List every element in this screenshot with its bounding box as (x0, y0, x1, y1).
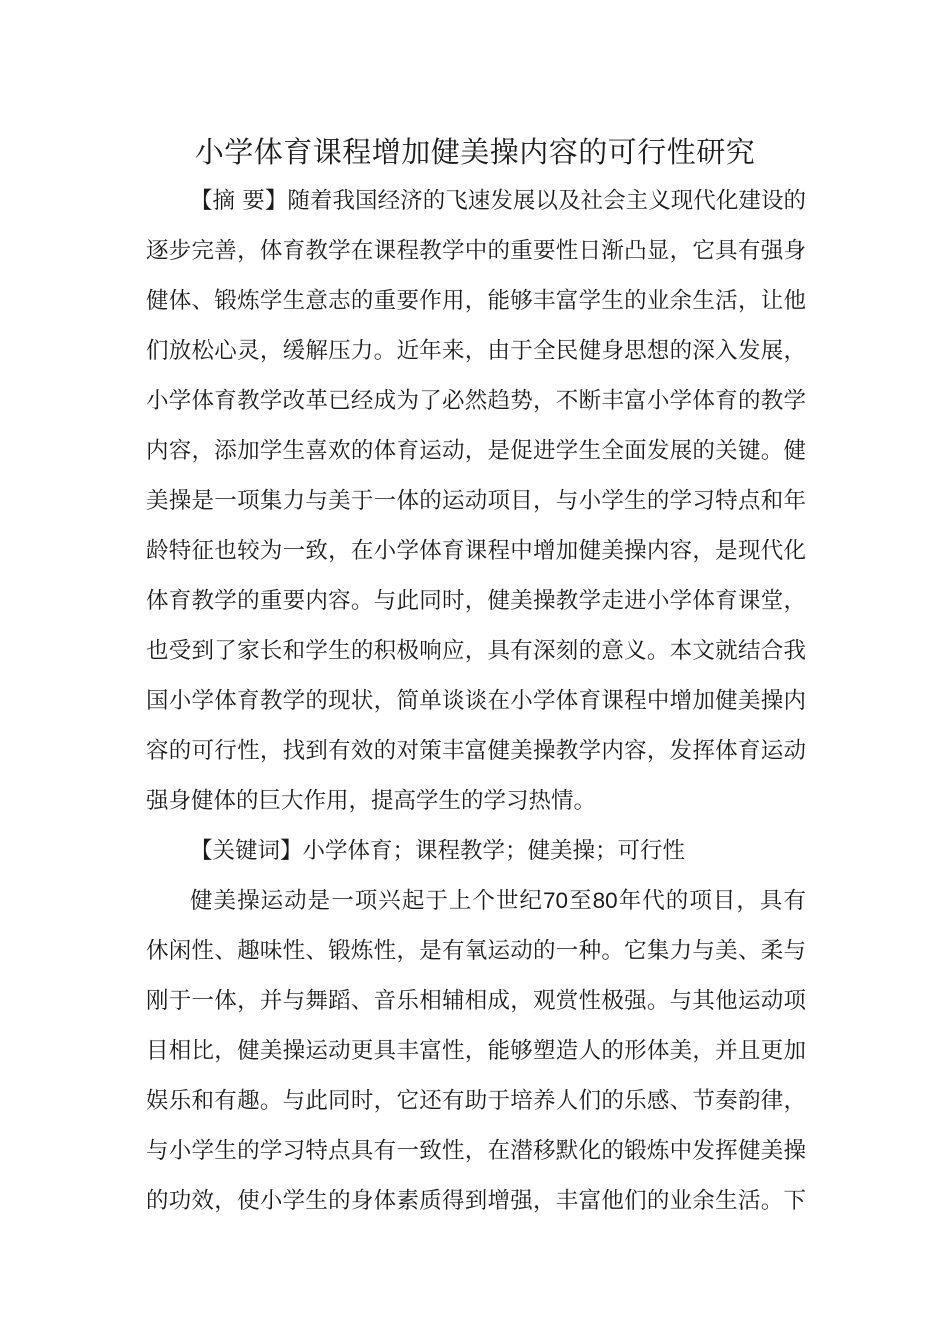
abstract-line: 们放松心灵，缓解压力。近年来，由于全民健身思想的深入发展， (146, 338, 806, 364)
keywords-line: 【关键词】小学体育；课程教学；健美操；可行性 (190, 838, 686, 864)
body-line: 与小学生的学习特点具有一致性，在潜移默化的锻炼中发挥健美操 (146, 1138, 806, 1164)
body-paragraph (146, 876, 806, 1226)
document-body (146, 176, 806, 1226)
abstract-line: 健体、锻炼学生意志的重要作用，能够丰富学生的业余生活，让他 (146, 288, 806, 314)
body-number: 70 (543, 888, 569, 913)
body-text: 至 (568, 888, 593, 914)
body-line-first (146, 876, 806, 926)
abstract-line: 容的可行性，找到有效的对策丰富健美操教学内容，发挥体育运动 (146, 738, 806, 764)
abstract-paragraph (146, 176, 806, 826)
body-number: 80 (592, 888, 618, 913)
abstract-line: 美操是一项集力与美于一体的运动项目，与小学生的学习特点和年 (146, 488, 806, 514)
body-line: 刚于一体，并与舞蹈、音乐相辅相成，观赏性极强。与其他运动项 (146, 988, 806, 1014)
body-line: 的功效，使小学生的身体素质得到增强，丰富他们的业余生活。下 (146, 1188, 806, 1214)
abstract-line: 逐步完善，体育教学在课程教学中的重要性日渐凸显，它具有强身 (146, 238, 806, 264)
document-title: 小学体育课程增加健美操内容的可行性研究 (194, 135, 756, 169)
abstract-line: 也受到了家长和学生的积极响应，具有深刻的意义。本文就结合我 (146, 638, 806, 664)
abstract-line: 体育教学的重要内容。与此同时，健美操教学走进小学体育课堂， (146, 588, 806, 614)
body-line: 目相比，健美操运动更具丰富性，能够塑造人的形体美，并且更加 (146, 1038, 806, 1064)
abstract-line: 内容，添加学生喜欢的体育运动，是促进学生全面发展的关键。健 (146, 438, 806, 464)
abstract-line: 小学体育教学改革已经成为了必然趋势，不断丰富小学体育的教学 (146, 388, 806, 414)
body-text: 年代的项目，具有 (617, 888, 806, 914)
abstract-line: 国小学体育教学的现状，简单谈谈在小学体育课程中增加健美操内 (146, 688, 806, 714)
abstract-line: 【摘 要】随着我国经济的飞速发展以及社会主义现代化建设的 (190, 188, 806, 214)
body-line: 休闲性、趣味性、锻炼性，是有氧运动的一种。它集力与美、柔与 (146, 938, 806, 964)
body-text: 健美操运动是一项兴起于上个世纪 (190, 888, 544, 914)
body-line: 娱乐和有趣。与此同时，它还有助于培养人们的乐感、节奏韵律， (146, 1088, 806, 1114)
abstract-line: 强身健体的巨大作用，提高学生的学习热情。 (146, 788, 597, 814)
abstract-line: 龄特征也较为一致，在小学体育课程中增加健美操内容，是现代化 (146, 538, 806, 564)
